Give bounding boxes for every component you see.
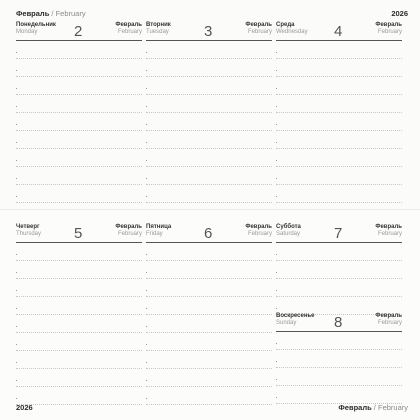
writing-line	[16, 369, 142, 387]
header-month-separator: /	[51, 9, 54, 18]
day-block-friday	[146, 224, 272, 405]
writing-line	[16, 185, 142, 203]
day-block-saturday	[276, 224, 402, 315]
writing-line	[146, 77, 272, 95]
writing-line	[146, 243, 272, 261]
writing-lines[interactable]	[16, 243, 142, 405]
writing-line	[16, 261, 142, 279]
writing-line	[276, 149, 402, 167]
day-name-ru: Среда	[276, 22, 295, 28]
writing-line	[276, 332, 402, 350]
writing-line	[146, 113, 272, 131]
day-month-ru: Февраль	[375, 224, 402, 230]
day-month-ru: Февраль	[245, 224, 272, 230]
writing-line	[16, 351, 142, 369]
day-month-en: February	[247, 231, 272, 237]
day-number: 2	[74, 23, 83, 40]
writing-line	[16, 243, 142, 261]
writing-line	[16, 113, 142, 131]
writing-line	[146, 185, 272, 203]
writing-line	[16, 77, 142, 95]
day-number: 8	[334, 314, 343, 331]
writing-line	[146, 167, 272, 185]
footer-year: 2026	[16, 403, 33, 412]
day-month-en: February	[117, 29, 142, 35]
writing-line	[276, 350, 402, 368]
writing-line	[16, 333, 142, 351]
day-month-en: February	[377, 320, 402, 326]
day-name-en: Saturday	[276, 231, 301, 237]
day-month-ru: Февраль	[375, 22, 402, 28]
day-number: 5	[74, 225, 83, 242]
writing-line	[146, 261, 272, 279]
writing-line	[276, 167, 402, 185]
writing-line	[16, 315, 142, 333]
day-header-sunday	[276, 313, 402, 332]
footer-month-en: February	[377, 403, 408, 412]
writing-line	[276, 243, 402, 261]
writing-line	[276, 41, 402, 59]
writing-line	[276, 95, 402, 113]
writing-line	[146, 95, 272, 113]
day-name-en: Friday	[146, 231, 163, 237]
day-month-en: February	[377, 231, 402, 237]
day-name-en: Sunday	[276, 320, 297, 326]
writing-lines[interactable]	[146, 243, 272, 405]
day-header-wednesday	[276, 22, 402, 41]
day-block-tuesday	[146, 22, 272, 203]
day-header-monday	[16, 22, 142, 41]
writing-line	[146, 59, 272, 77]
writing-line	[146, 369, 272, 387]
writing-line	[146, 279, 272, 297]
day-month-en: February	[377, 29, 402, 35]
writing-line	[276, 59, 402, 77]
writing-line	[16, 131, 142, 149]
day-name-en: Monday	[16, 29, 38, 35]
day-name-ru: Четверг	[16, 224, 40, 230]
writing-line	[16, 297, 142, 315]
day-number: 7	[334, 225, 343, 242]
writing-line	[146, 41, 272, 59]
writing-line	[146, 315, 272, 333]
writing-line	[276, 131, 402, 149]
writing-line	[146, 297, 272, 315]
writing-line	[276, 77, 402, 95]
day-name-ru: Понедельник	[16, 22, 56, 28]
header-month-en: February	[55, 9, 86, 18]
writing-lines[interactable]	[276, 41, 402, 203]
day-block-wednesday	[276, 22, 402, 203]
writing-line	[16, 149, 142, 167]
writing-line	[16, 41, 142, 59]
writing-line	[276, 386, 402, 404]
writing-lines[interactable]	[276, 243, 402, 315]
writing-lines[interactable]	[276, 332, 402, 404]
writing-line	[146, 351, 272, 369]
day-name-en: Wednesday	[276, 29, 308, 35]
footer-month-ru: Февраль	[338, 403, 372, 412]
writing-line	[16, 167, 142, 185]
day-month-en: February	[247, 29, 272, 35]
writing-line	[16, 95, 142, 113]
writing-line	[16, 279, 142, 297]
writing-line	[146, 131, 272, 149]
writing-line	[276, 113, 402, 131]
day-header-thursday	[16, 224, 142, 243]
day-name-ru: Вторник	[146, 22, 171, 28]
day-block-monday	[16, 22, 142, 203]
bottom-planner-page	[0, 210, 420, 420]
day-block-thursday	[16, 224, 142, 405]
writing-line	[276, 185, 402, 203]
writing-line	[146, 333, 272, 351]
writing-lines[interactable]	[16, 41, 142, 203]
day-name-ru: Суббота	[276, 224, 301, 230]
day-number: 3	[204, 23, 213, 40]
writing-line	[146, 149, 272, 167]
header-year: 2026	[391, 9, 408, 18]
page-header	[16, 9, 408, 21]
footer-month	[338, 403, 408, 412]
day-name-en: Tuesday	[146, 29, 169, 35]
header-month-ru: Февраль	[16, 9, 50, 18]
day-name-en: Thursday	[16, 231, 42, 237]
day-block-sunday	[276, 313, 402, 404]
header-month	[16, 9, 86, 18]
day-month-ru: Февраль	[375, 313, 402, 319]
day-name-ru: Воскресенье	[276, 313, 315, 319]
writing-line	[276, 279, 402, 297]
day-month-ru: Февраль	[115, 224, 142, 230]
day-number: 6	[204, 225, 213, 242]
footer-month-separator: /	[373, 403, 376, 412]
writing-line	[276, 261, 402, 279]
day-name-ru: Пятница	[146, 224, 172, 230]
day-month-ru: Февраль	[115, 22, 142, 28]
day-month-ru: Февраль	[245, 22, 272, 28]
writing-line	[276, 368, 402, 386]
day-header-friday	[146, 224, 272, 243]
writing-line	[16, 59, 142, 77]
day-month-en: February	[117, 231, 142, 237]
day-header-tuesday	[146, 22, 272, 41]
day-header-saturday	[276, 224, 402, 243]
writing-lines[interactable]	[146, 41, 272, 203]
page-footer	[16, 403, 408, 415]
day-number: 4	[334, 23, 343, 40]
